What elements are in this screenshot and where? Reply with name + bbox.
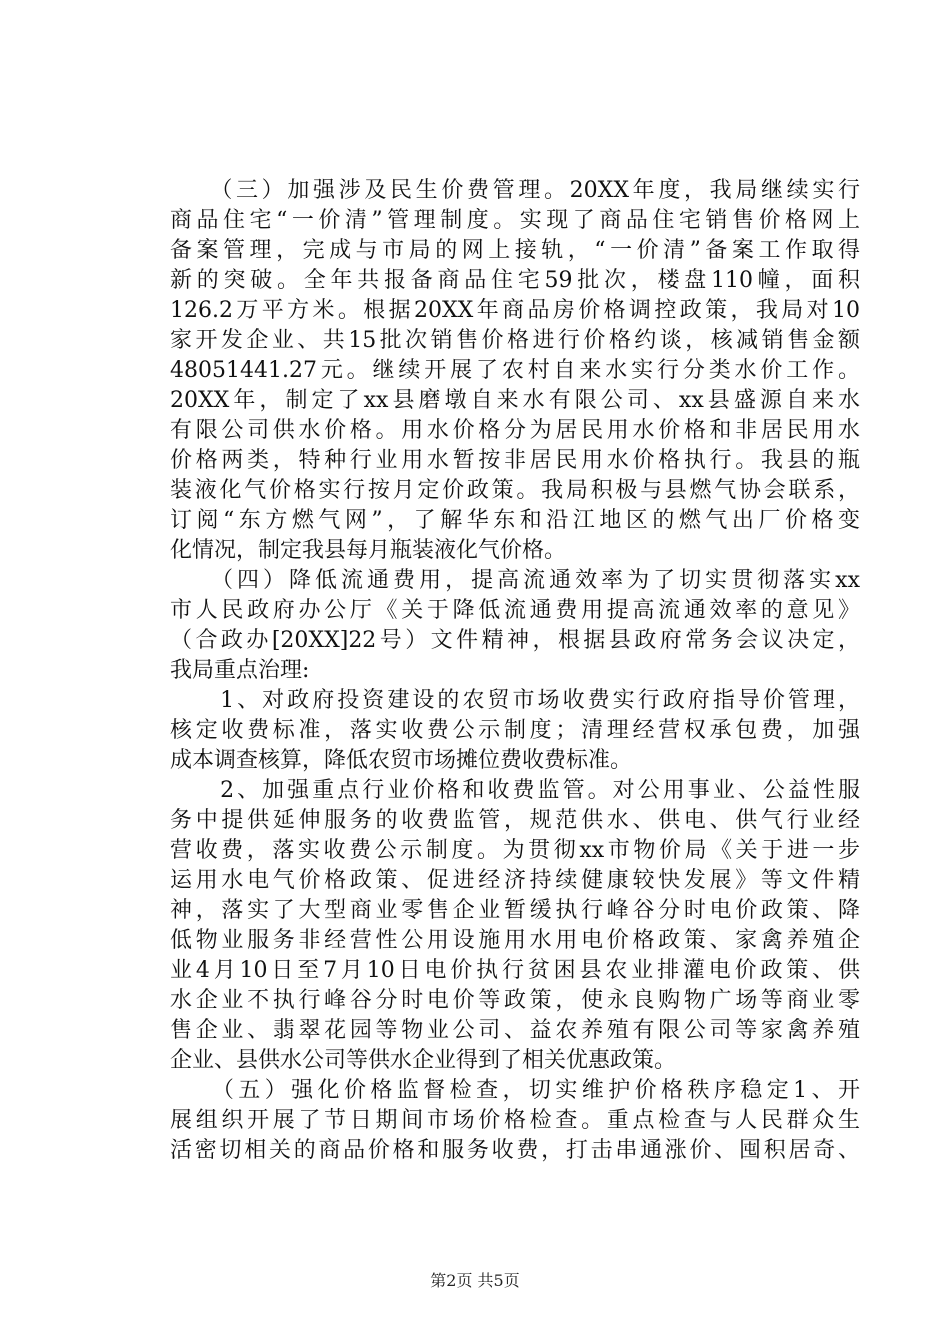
page-number-text: 第2页 共5页 <box>430 1271 520 1290</box>
text-line: 化情况，制定我县每月瓶装液化气价格。 <box>170 538 567 563</box>
text-line: （五）强化价格监督检查，切实维护价格秩序稳定1、开 <box>170 1078 860 1103</box>
text-line: 价格两类，特种行业用水暂按非居民用水价格执行。我县的瓶 <box>170 448 860 473</box>
text-line: 市人民政府办公厅《关于降低流通费用提高流通效率的意见》 <box>170 598 860 623</box>
document-body <box>170 176 860 1166</box>
text-line: （四）降低流通费用，提高流通效率为了切实贯彻落实xx <box>170 568 860 593</box>
text-line: 水企业不执行峰谷分时电价等政策，使永良购物广场等商业零 <box>170 988 860 1013</box>
text-line: 神，落实了大型商业零售企业暂缓执行峰谷分时电价政策、降 <box>170 898 860 923</box>
text-line: （三）加强涉及民生价费管理。20XX年度，我局继续实行 <box>170 178 860 203</box>
text-line: 装液化气价格实行按月定价政策。我局积极与县燃气协会联系， <box>170 478 860 503</box>
text-line: 20XX年，制定了xx县磨墩自来水有限公司、xx县盛源自来水 <box>170 388 860 413</box>
text-line: 务中提供延伸服务的收费监管，规范供水、供电、供气行业经 <box>170 808 860 833</box>
text-line: 低物业服务非经营性公用设施用水用电价格政策、家禽养殖企 <box>170 928 860 953</box>
text-line: 业4月10日至7月10日电价执行贫困县农业排灌电价政策、供 <box>170 958 860 983</box>
text-line: 订阅“东方燃气网”，了解华东和沿江地区的燃气出厂价格变 <box>170 508 860 533</box>
text-line: 126.2万平方米。根据20XX年商品房价格调控政策，我局对10 <box>170 298 860 323</box>
text-line: 展组织开展了节日期间市场价格检查。重点检查与人民群众生 <box>170 1108 860 1133</box>
text-line: 企业、县供水公司等供水企业得到了相关优惠政策。 <box>170 1048 677 1073</box>
text-line: 备案管理，完成与市局的网上接轨，“一价清”备案工作取得 <box>170 238 860 263</box>
text-line: 营收费，落实收费公示制度。为贯彻xx市物价局《关于进一步 <box>170 838 860 863</box>
text-line: 售企业、翡翠花园等物业公司、益农养殖有限公司等家禽养殖 <box>170 1018 860 1043</box>
text-line: 我局重点治理: <box>170 658 310 683</box>
text-line: 1、对政府投资建设的农贸市场收费实行政府指导价管理， <box>170 688 860 713</box>
text-line: 新的突破。全年共报备商品住宅59批次，楼盘110幢，面积 <box>170 268 860 293</box>
text-line: 48051441.27元。继续开展了农村自来水实行分类水价工作。 <box>170 358 860 383</box>
text-line: 有限公司供水价格。用水价格分为居民用水价格和非居民用水 <box>170 418 860 443</box>
page-footer <box>0 1271 950 1291</box>
text-line: 活密切相关的商品价格和服务收费，打击串通涨价、囤积居奇、 <box>170 1138 860 1163</box>
text-line: 运用水电气价格政策、促进经济持续健康较快发展》等文件精 <box>170 868 860 893</box>
text-line: 家开发企业、共15批次销售价格进行价格约谈，核减销售金额 <box>170 328 860 353</box>
text-line: 成本调查核算，降低农贸市场摊位费收费标准。 <box>170 748 633 773</box>
text-line: 2、加强重点行业价格和收费监管。对公用事业、公益性服 <box>170 778 860 803</box>
text-line: 核定收费标准，落实收费公示制度；清理经营权承包费，加强 <box>170 718 860 743</box>
text-line: 商品住宅“一价清”管理制度。实现了商品住宅销售价格网上 <box>170 208 860 233</box>
text-line: （合政办[20XX]22号）文件精神，根据县政府常务会议决定， <box>170 628 860 653</box>
